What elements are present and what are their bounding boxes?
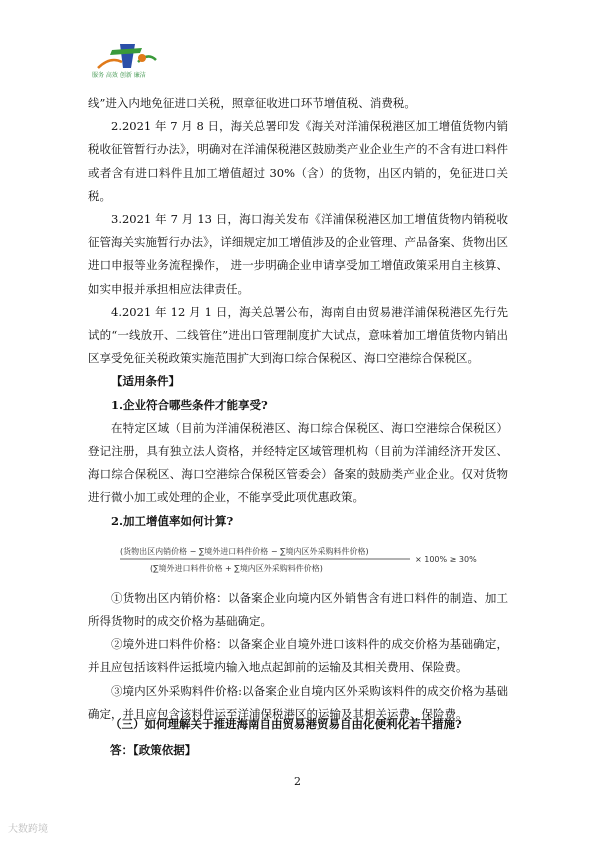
question-heading: 1.企业符合哪些条件才能享受?	[111, 397, 268, 412]
document-body	[88, 92, 508, 726]
definition-item: ②境外进口料件价格：以备案企业自境外进口该料件的成交价格为基础确定，并且应包括该料件运抵境内输入地点起卸前的运输及其相关费用、保险费。	[88, 637, 508, 675]
paragraph: 在特定区域（目前为洋浦保税港区、海口综合保税区、海口空港综合保税区）登记注册，具有独立法人资格，并经特定区域管理机构（目前为洋浦经济开发区、海口综合保税区、海口空港综合保税区管委会）备案的鼓励类产业企业。仅对货物进行微小加工或处理的企业，不能享受此项优惠政策。	[88, 420, 508, 505]
paragraph: 2.2021 年 7 月 8 日，海关总署印发《海关对洋浦保税港区加工增值货物内销税收征管暂行办法》，明确对在洋浦保税港区鼓励类产业企业生产的不含有进口料件或者含有进口料件且加工增值超过 30%（含）的货物，出区内销的，免征进口关税。	[88, 119, 508, 203]
watermark: 大数跨境	[8, 824, 48, 835]
question-heading: 2.加工增值率如何计算?	[111, 513, 234, 528]
definition-item: ③境内区外采购料件价格:以备案企业自境内区外采购该料件的成交价格为基础确定，并且应包含该料件运至洋浦保税港区的运输及其相关运费、保险费。	[88, 683, 508, 721]
logo-slogan: 服务 高效 创新 廉洁	[92, 72, 146, 79]
value-added-rate-formula	[110, 541, 508, 579]
formula-suffix: × 100% ≥ 30%	[415, 554, 477, 564]
formula-graphic	[110, 541, 490, 579]
logo-graphic-icon	[90, 40, 170, 72]
definition-item: ①货物出区内销价格：以备案企业向境内区外销售含有进口料件的制造、加工所得货物时的成交价格为基础确定。	[88, 590, 508, 629]
page-number: 2	[294, 775, 301, 788]
paragraph: 3.2021 年 7 月 13 日，海口海关发布《洋浦保税港区加工增值货物内销税收征管海关实施暂行办法》，详细规定加工增值涉及的企业管理、产品备案、货物出区进口申报等业务流程操作， 进一步明确企业申请享受加工增值政策采用自主核算、如实申报并承担相应法律责任。	[88, 212, 508, 296]
paragraph: 4.2021 年 12 月 1 日，海关总署公布，海南自由贸易港洋浦保税港区先行先试的“一线放开、二线管住”进出口管理制度扩大试点，意味着加工增值货物内销出区享受免征关税政策实施范围扩大到海口综合保税区、海口空港综合保税区。	[88, 304, 508, 366]
paragraph: 线”进入内地免征进口关税，照章征收进口环节增值税、消费税。	[88, 96, 416, 110]
section-title: （三）如何理解关于推进海南自由贸易港贸易自由化便利化若干措施?	[110, 717, 462, 731]
section-heading-conditions: 【适用条件】	[111, 374, 180, 389]
answer-label: 答：【政策依据】	[110, 743, 197, 757]
formula-denominator: (∑境外进口料件价格 + ∑境内区外采购料件价格)	[150, 563, 323, 573]
formula-numerator: (货物出区内销价格 − ∑境外进口料件价格 − ∑境内区外采购料件价格)	[120, 546, 369, 556]
